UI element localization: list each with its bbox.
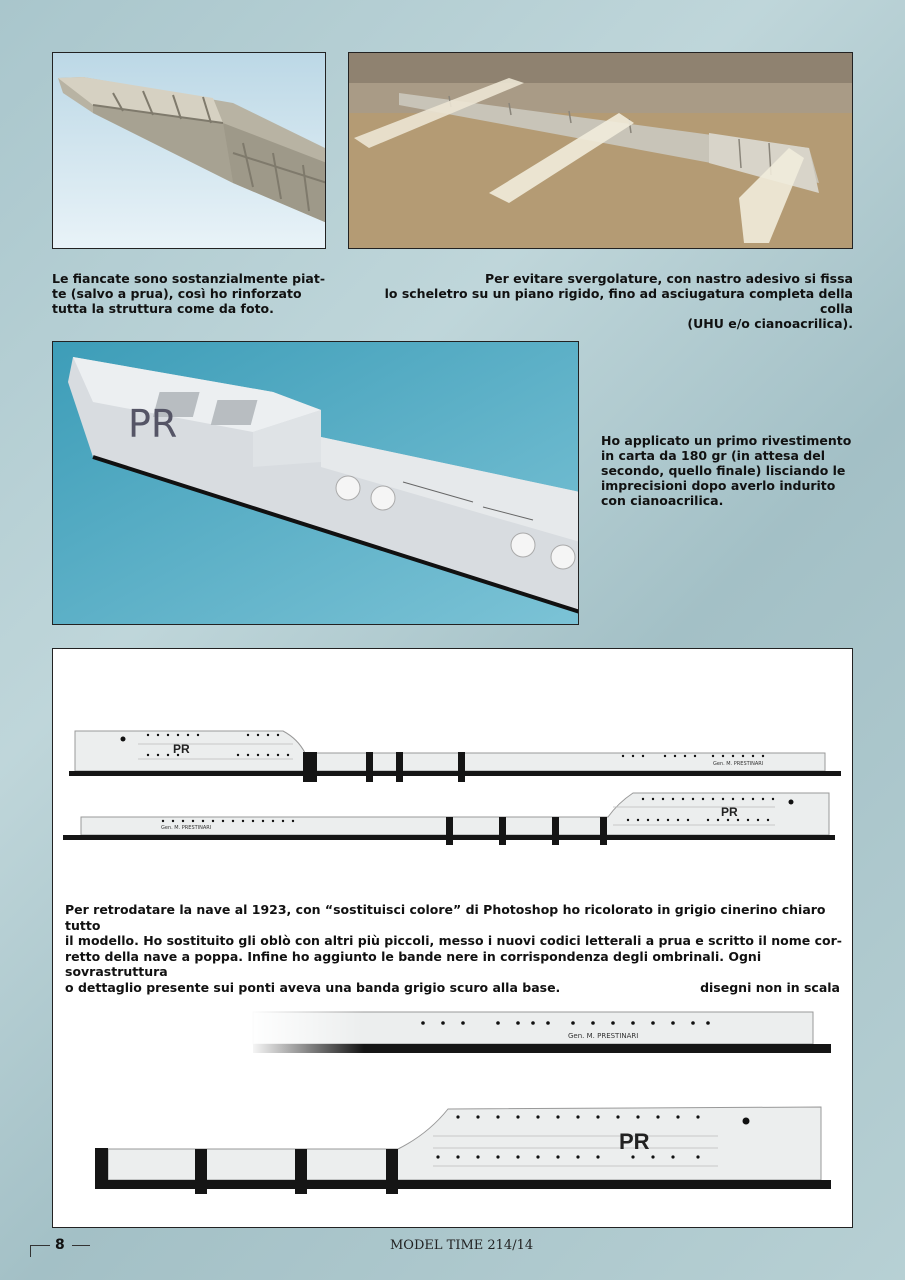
panel-description: Per retrodatare la nave al 1923, con “sostituisci colore” di Photoshop ho ricolorato in grigio cinerino chiaro tutto il modello. Ho sostituito gli oblò con altri più piccoli, messo i nuovi codici letterali a prua e scritto il nome cor- retto della nave a poppa. Infine ho aggiunto le bande nere in corrispondenza degli ombrinali. Ogni sovrastruttura o dettaglio presente sui ponti aveva una banda grigio scuro alla base. xyxy=(65,902,842,995)
hull-code-text: PR xyxy=(128,402,178,446)
page-number: 8 xyxy=(55,1237,65,1253)
photo-skeleton-taped xyxy=(348,52,853,249)
stern-detail-drawing xyxy=(53,1004,854,1064)
caption-taped-board: Per evitare svergolature, con nastro adesivo si fissa lo scheletro su un piano rigido, fino ad asciugatura completa della colla (UHU e/o cianoacrilica). xyxy=(384,271,853,331)
scale-note: disegni non in scala xyxy=(700,980,840,995)
photo-hull-skeleton xyxy=(52,52,326,249)
drawing4-code: PR xyxy=(619,1129,650,1154)
drawing1-code: PR xyxy=(173,742,190,756)
magazine-issue: MODEL TIME 214/14 xyxy=(390,1238,534,1253)
caption-reinforced-structure: Le fiancate sono sostanzialmente piat- te (salvo a prua), così ho rinforzato tutta la struttura come da foto. xyxy=(52,271,326,316)
taped-skeleton-illustration xyxy=(349,53,853,249)
profile-drawings-panel xyxy=(52,648,853,1228)
profile-drawing-bow-right xyxy=(53,789,854,849)
photo-covered-hull xyxy=(52,341,579,625)
footer-rule-left xyxy=(30,1245,31,1257)
profile-drawing-bow-left xyxy=(53,719,854,789)
bow-detail-drawing xyxy=(53,1104,854,1204)
drawing3-ship-name: Gen. M. PRESTINARI xyxy=(568,1032,639,1040)
covered-hull-illustration xyxy=(53,342,579,625)
caption-first-coating: Ho applicato un primo rivestimento in carta da 180 gr (in attesa del secondo, quello finale) lisciando le imprecisioni dopo averlo indurito con cianoacrilica. xyxy=(601,433,852,508)
footer-rule-after-number xyxy=(72,1245,90,1246)
drawing2-ship-name: Gen. M. PRESTINARI xyxy=(161,825,212,831)
footer-rule-left-horizontal xyxy=(30,1245,50,1246)
drawing1-ship-name: Gen. M. PRESTINARI xyxy=(713,761,764,767)
drawing2-code: PR xyxy=(721,805,738,819)
hull-skeleton-illustration xyxy=(53,53,326,249)
